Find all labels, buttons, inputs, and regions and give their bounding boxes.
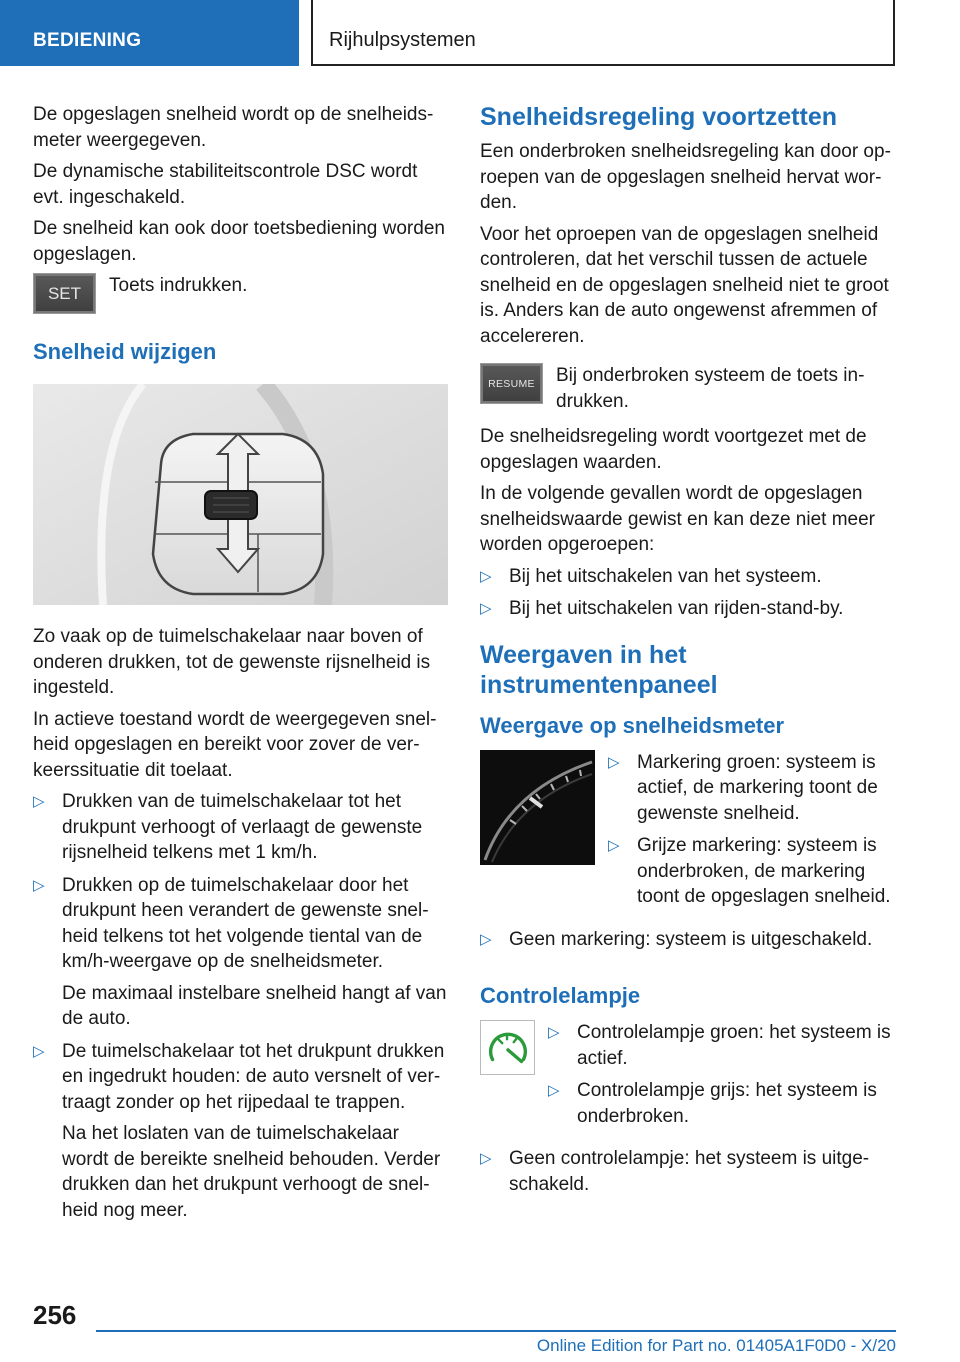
- footer-divider: [96, 1330, 896, 1332]
- resume-key-instruction: [480, 363, 895, 414]
- triangle-bullet-icon: ▷: [480, 567, 492, 585]
- set-key-instruction: [33, 273, 448, 314]
- list-item: ▷ Markering groen: systeem is actief, de markering toont de gewenste snelheid.: [608, 751, 878, 824]
- paragraph: Een onderbroken snelheidsregeling kan door oproepen van de opgeslagen snelheid hervat worden.: [480, 141, 891, 213]
- triangle-bullet-icon: ▷: [608, 837, 620, 854]
- chapter-title: Rijhulpsystemen: [311, 0, 895, 66]
- cruise-control-indicator-icon: [480, 1020, 535, 1075]
- list-item: ▷ Controlelampje groen: het systeem is actief.: [548, 1022, 891, 1069]
- list-item: ▷ Drukken op de tuimelschakelaar door het drukpunt heen verandert de gewenste snelheid telkens tot het volgende tiental van de km/h-weergave op de snelheidsmeter. De maximaal instelbare snelheid hangt af van de auto.: [33, 873, 448, 1032]
- paragraph: De snelheid kan ook door toetsbediening worden opgeslagen.: [33, 218, 445, 265]
- paragraph: De dynamische stabiliteitscontrole DSC wordt evt. ingeschakeld.: [33, 161, 418, 208]
- right-column: [480, 102, 895, 1204]
- indicator-light-list: [548, 1020, 895, 1136]
- triangle-bullet-icon: ▷: [548, 1082, 560, 1099]
- paragraph: De opgeslagen snelheid wordt op de snelheidsmeter weergegeven.: [33, 104, 434, 151]
- left-column: [33, 102, 448, 1230]
- list-item: ▷ Controlelampje grijs: het systeem is onderbroken.: [548, 1080, 877, 1127]
- section-tab: BEDIENING: [0, 0, 299, 66]
- speedometer-list-after: [480, 927, 895, 953]
- page-header: [0, 0, 960, 66]
- paragraph: De snelheidsregeling wordt voortgezet met de opgeslagen waarden.: [480, 426, 867, 473]
- list-item: ▷ Drukken van de tuimelschakelaar tot het drukpunt verhoogt of verlaagt de gewenste rijsnelheid telkens met 1 km/h.: [33, 791, 423, 863]
- triangle-bullet-icon: ▷: [480, 930, 492, 948]
- page-number: 256: [33, 1300, 77, 1330]
- rocker-switch-list: [33, 789, 448, 1223]
- paragraph: In actieve toestand wordt de weergegeven snelheid opgeslagen en bereikt voor zover de verkeerssituatie dit toelaat.: [33, 708, 437, 781]
- speedometer-list: [608, 750, 895, 917]
- triangle-bullet-icon: ▷: [480, 600, 492, 617]
- triangle-bullet-icon: ▷: [608, 753, 620, 771]
- paragraph: In de volgende gevallen wordt de opgeslagen snelheidswaarde gewist en kan deze niet meer worden opgeroepen:: [480, 483, 876, 555]
- indicator-light-section: [480, 1020, 895, 1142]
- triangle-bullet-icon: ▷: [33, 876, 45, 894]
- triangle-bullet-icon: ▷: [33, 1042, 45, 1060]
- list-item: ▷ Geen controlelampje: het systeem is uitgeschakeld.: [480, 1148, 870, 1195]
- triangle-bullet-icon: ▷: [480, 1150, 492, 1167]
- resume-key-text: Bij onderbroken systeem de toets indrukken.: [556, 365, 865, 412]
- steering-wheel-rocker-switch-image: [33, 384, 448, 605]
- paragraph: Voor het oproepen van de opgeslagen snelheid controleren, dat het verschil tussen de actuele snelheid en de opgeslagen snelheid niet te groot is. Anders kan de auto ongewenst afremmen of accelereren.: [480, 223, 889, 347]
- heading-instrument-displays: Weergaven in het instrumentenpaneel: [480, 640, 718, 699]
- list-item: ▷ De tuimelschakelaar tot het drukpunt drukken en ingedrukt houden: de auto versnelt of vertraagt zonder op het rijpedaal te trappen. Na het loslaten van de tuimelschakelaar wordt de bereikte snelheid behouden. Verder drukken dan het drukpunt verhoogt de snelheid nog meer.: [33, 1039, 448, 1224]
- triangle-bullet-icon: ▷: [548, 1024, 560, 1041]
- set-key-text: Toets indrukken.: [109, 275, 248, 296]
- set-button-icon: SET: [33, 273, 96, 314]
- list-item-note: De maximaal instelbare snelheid hangt af van de auto.: [62, 982, 447, 1029]
- list-item: ▷ Grijze markering: systeem is onderbroken, de markering toont de opgeslagen snelheid.: [608, 835, 891, 907]
- speed-cleared-list: [480, 564, 895, 622]
- heading-continue-cruise: Snelheidsregeling voortzetten: [480, 103, 838, 131]
- list-item: ▷ Bij het uitschakelen van rijden-stand-by.: [480, 596, 895, 622]
- indicator-light-list-after: [480, 1146, 895, 1197]
- list-item: ▷ Geen markering: systeem is uitgeschakeld.: [480, 927, 895, 953]
- heading-indicator-light: Controlelampje: [480, 983, 641, 1008]
- speedometer-marking-image: [480, 750, 595, 865]
- resume-button-icon: RESUME: [480, 363, 543, 404]
- footer-edition: Online Edition for Part no. 01405A1F0D0 - X/20: [536, 1336, 896, 1355]
- triangle-bullet-icon: ▷: [33, 793, 45, 810]
- list-item-note: Na het loslaten van de tuimelschakelaar wordt de bereikte snelheid behouden. Verder drukken dan het drukpunt verhoogt de snelheid nog meer.: [62, 1123, 441, 1221]
- list-item: ▷ Bij het uitschakelen van het systeem.: [480, 564, 895, 590]
- speedometer-section: [480, 750, 895, 923]
- heading-speedometer-display: Weergave op snelheidsmeter: [480, 712, 785, 738]
- heading-change-speed: Snelheid wijzigen: [33, 339, 217, 364]
- paragraph: Zo vaak op de tuimelschakelaar naar boven of onderen drukken, tot de gewenste rijsnelheid is ingesteld.: [33, 626, 431, 698]
